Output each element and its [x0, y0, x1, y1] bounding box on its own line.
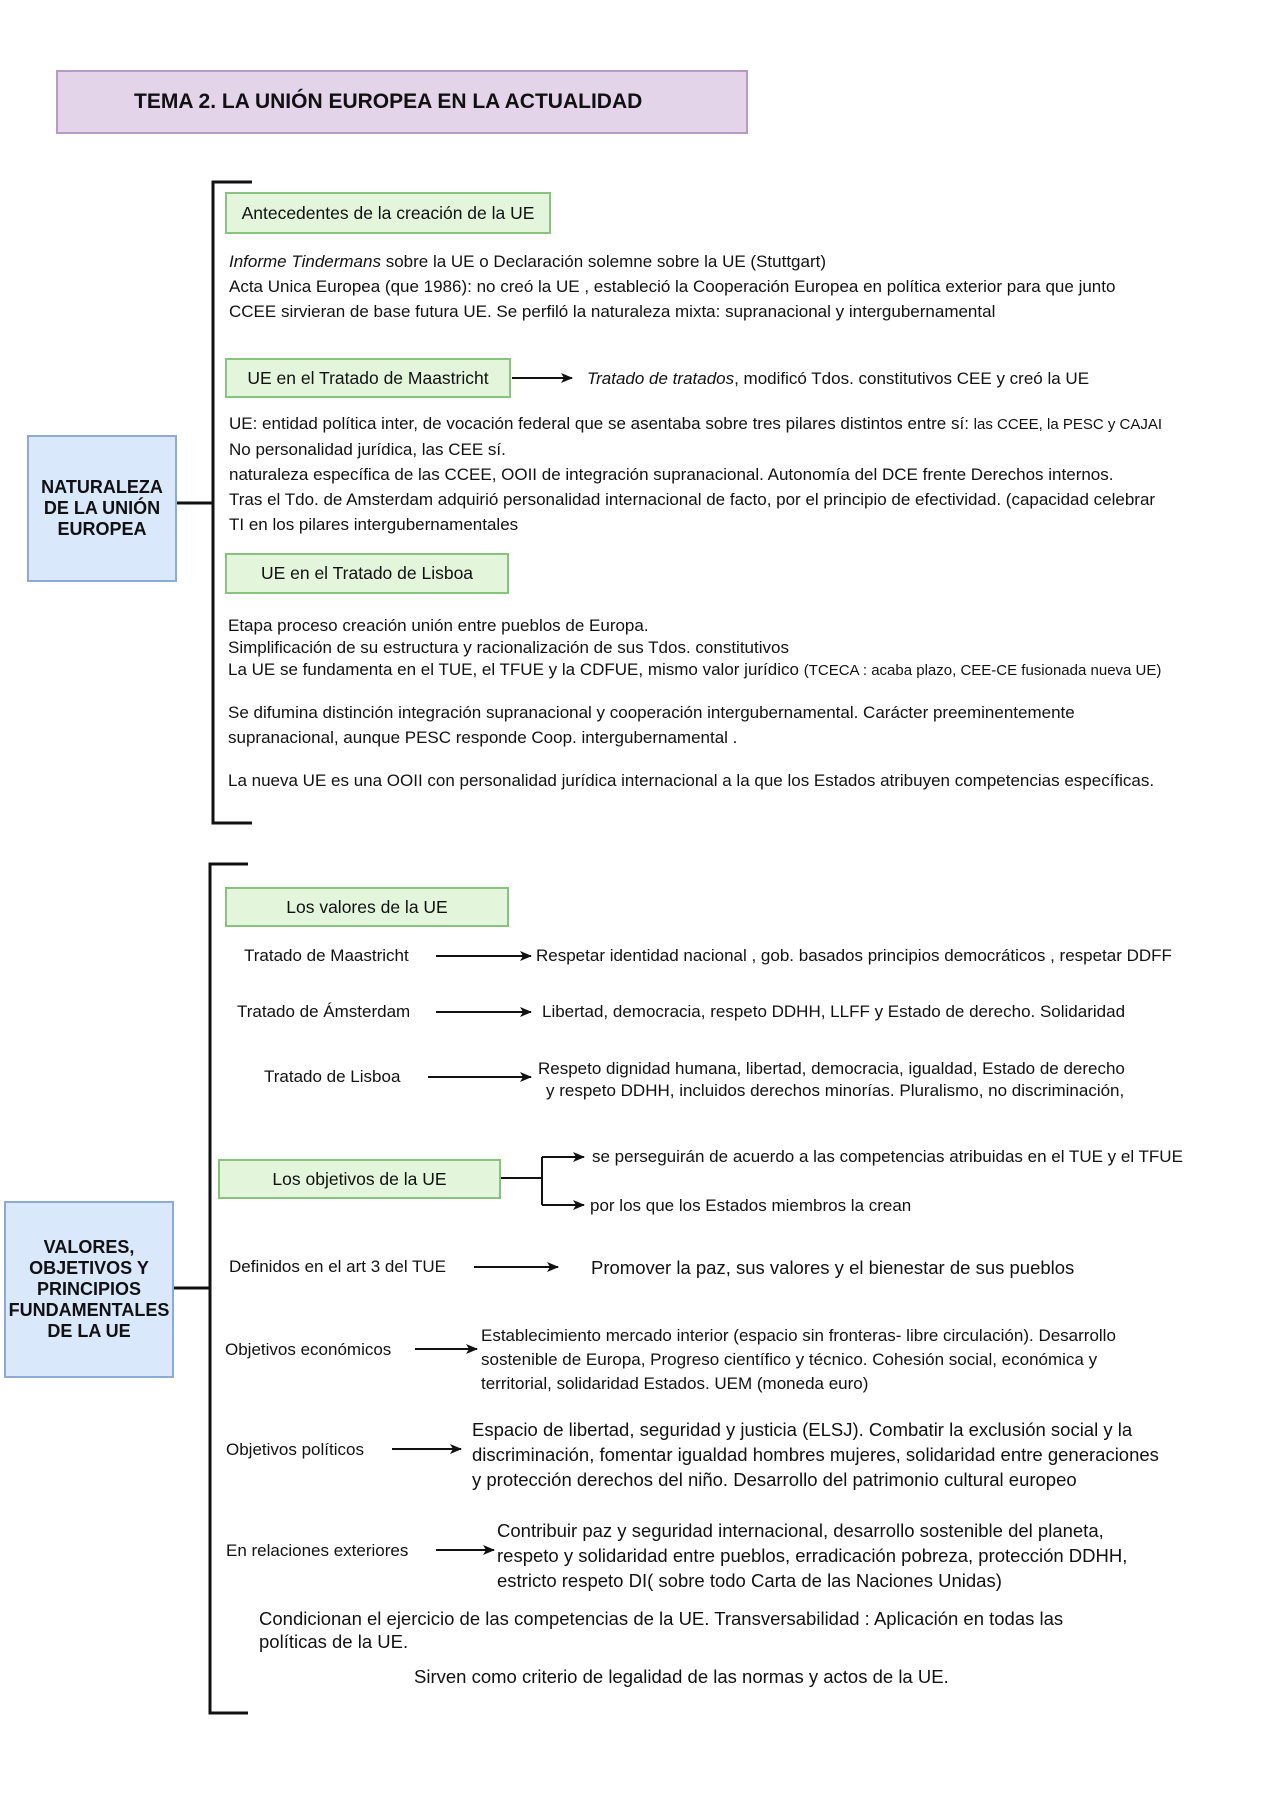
valores-lisboa-line: Respeto dignidad humana, libertad, democracia, igualdad, Estado de derecho	[538, 1059, 1125, 1078]
lisboa-line3-small: (TCECA : acaba plazo, CEE-CE fusionada nueva UE)	[803, 662, 1162, 679]
valores-lisboa-line: y respeto DDHH, incluidos derechos minorías. Pluralismo, no discriminación,	[546, 1081, 1125, 1100]
politicos-line: Espacio de libertad, seguridad y justicia (ELSJ). Combatir la exclusión social y la	[472, 1419, 1133, 1440]
lisboa-line: supranacional, aunque PESC responde Coop. intergubernamental .	[228, 728, 738, 747]
maastricht-line: No personalidad jurídica, las CEE sí.	[229, 440, 506, 459]
lisboa-line: Simplificación de su estructura y racionalización de sus Tdos. constitutivos	[228, 638, 789, 657]
politicos-line: discriminación, fomentar igualdad hombres mujeres, solidaridad entre generaciones	[472, 1444, 1159, 1465]
valores-heading	[225, 887, 509, 927]
antecedentes-text	[229, 249, 1115, 324]
exteriores-label: En relaciones exteriores	[226, 1541, 409, 1560]
maastricht-line1-small: las CCEE, la PESC y CAJAI	[973, 416, 1163, 433]
objetivos-heading-text: Los objetivos de la UE	[272, 1168, 447, 1189]
antecedentes-heading	[225, 192, 551, 234]
page-title-text: TEMA 2. LA UNIÓN EUROPEA EN LA ACTUALIDAD	[134, 90, 643, 113]
politicos-line: y protección derechos del niño. Desarrollo del patrimonio cultural europeo	[472, 1469, 1077, 1490]
bracket-section2	[172, 864, 248, 1713]
economicos-line: territorial, solidaridad Estados. UEM (moneda euro)	[481, 1374, 869, 1393]
economicos-label: Objetivos económicos	[225, 1340, 392, 1359]
maastricht-line: TI en los pilares intergubernamentales	[229, 515, 519, 534]
lisboa-line: Se difumina distinción integración supranacional y cooperación intergubernamental. Carácter preeminentemente	[228, 703, 1075, 722]
condicionan-text	[259, 1607, 1063, 1653]
lisboa-line3-main: La UE se fundamenta en el TUE, el TFUE y la CDFUE, mismo valor jurídico	[228, 660, 804, 679]
section2-label-line: FUNDAMENTALES	[8, 1300, 170, 1320]
criterio-text: Sirven como criterio de legalidad de las normas y actos de la UE.	[414, 1666, 949, 1687]
informe-tindermans: Informe Tindermans	[229, 252, 381, 271]
antecedentes-line: Acta Unica Europea (que 1986): no creó la UE , estableció la Cooperación Europea en política exterior para que junto	[229, 277, 1116, 296]
valores-heading-text: Los valores de la UE	[286, 896, 448, 917]
objetivos-branch1: se perseguirán de acuerdo a las competencias atribuidas en el TUE y el TFUE	[592, 1147, 1183, 1166]
lisboa-text-3	[228, 768, 1154, 793]
lisboa-text-2	[228, 700, 1075, 750]
art3-text: Promover la paz, sus valores y el bienestar de sus pueblos	[591, 1257, 1075, 1278]
lisboa-line	[228, 659, 1161, 682]
valores-maastricht-text: Respetar identidad nacional , gob. basados principios democráticos , respetar DDFF	[536, 946, 1172, 965]
section1-label-line: DE LA UNIÓN	[43, 498, 161, 518]
lisboa-heading	[225, 553, 509, 594]
economicos-text	[481, 1324, 1116, 1396]
antecedentes-line1-rest: sobre la UE o Declaración solemne sobre la UE (Stuttgart)	[380, 252, 826, 271]
section-valores-box	[4, 1201, 174, 1378]
maastricht-arrow-text	[587, 366, 1089, 391]
maastricht-line: naturaleza específica de las CCEE, OOII de integración supranacional. Autonomía del DCE frente Derechos internos.	[229, 465, 1114, 484]
antecedentes-line: CCEE sirvieran de base futura UE. Se perfiló la naturaleza mixta: supranacional y intergubernamental	[229, 302, 996, 321]
economicos-line: Establecimiento mercado interior (espacio sin fronteras- libre circulación). Desarrollo	[481, 1326, 1116, 1345]
valores-amsterdam-text: Libertad, democracia, respeto DDHH, LLFF y Estado de derecho. Solidaridad	[542, 1002, 1126, 1021]
politicos-label: Objetivos políticos	[226, 1440, 364, 1459]
section1-label-line: EUROPEA	[57, 519, 147, 539]
exteriores-line: respeto y solidaridad entre pueblos, erradicación pobreza, protección DDHH,	[497, 1545, 1128, 1566]
economicos-line: sostenible de Europa, Progreso científico y técnico. Cohesión social, económica y	[481, 1350, 1098, 1369]
condicionan-line: Condicionan el ejercicio de las competencias de la UE. Transversabilidad : Aplicación en todas las	[259, 1608, 1064, 1629]
section2-label-line: PRINCIPIOS	[36, 1279, 142, 1299]
exteriores-line: Contribuir paz y seguridad internacional, desarrollo sostenible del planeta,	[497, 1520, 1104, 1541]
maastricht-line: Tras el Tdo. de Amsterdam adquirió personalidad internacional de facto, por el principio de efectividad. (capacidad celebrar	[229, 490, 1156, 509]
maastricht-line	[229, 411, 1162, 437]
section2-label-line: DE LA UE	[47, 1321, 131, 1341]
exteriores-text	[497, 1518, 1127, 1593]
politicos-text	[472, 1417, 1159, 1492]
lisboa-text	[228, 615, 1161, 682]
tratado-de-tratados: Tratado de tratados	[587, 369, 735, 388]
valores-amsterdam-label: Tratado de Ámsterdam	[237, 1002, 411, 1021]
lisboa-line: La nueva UE es una OOII con personalidad jurídica internacional a la que los Estados atribuyen competencias específicas.	[228, 771, 1155, 790]
section-naturaleza-box	[27, 435, 177, 582]
section1-label-line: NATURALEZA	[41, 477, 163, 497]
maastricht-heading-text: UE en el Tratado de Maastricht	[247, 367, 489, 388]
antecedentes-line	[229, 249, 1115, 274]
maastricht-heading	[225, 358, 511, 398]
valores-lisboa-label: Tratado de Lisboa	[264, 1067, 401, 1086]
valores-lisboa-text	[538, 1058, 1125, 1102]
exteriores-line: estricto respeto DI( sobre todo Carta de las Naciones Unidas)	[497, 1570, 1002, 1591]
art3-label: Definidos en el art 3 del TUE	[229, 1257, 447, 1276]
valores-maastricht-label: Tratado de Maastricht	[244, 946, 409, 965]
antecedentes-heading-text: Antecedentes de la creación de la UE	[241, 202, 535, 223]
maastricht-text	[229, 411, 1162, 537]
section2-label-line: OBJETIVOS Y	[29, 1258, 149, 1278]
lisboa-heading-text: UE en el Tratado de Lisboa	[260, 563, 474, 583]
lisboa-line: Etapa proceso creación unión entre pueblos de Europa.	[228, 616, 649, 635]
maastricht-arrow-rest: , modificó Tdos. constitutivos CEE y creó la UE	[734, 369, 1090, 388]
objetivos-heading	[218, 1159, 501, 1199]
arrow-objetivos-fork	[500, 1157, 542, 1205]
section2-label-line: VALORES,	[43, 1237, 135, 1257]
objetivos-branch2: por los que los Estados miembros la crean	[590, 1196, 912, 1215]
maastricht-line1-main: UE: entidad política inter, de vocación federal que se asentaba sobre tres pilares distintos entre sí:	[229, 414, 974, 433]
condicionan-line: políticas de la UE.	[259, 1631, 409, 1652]
